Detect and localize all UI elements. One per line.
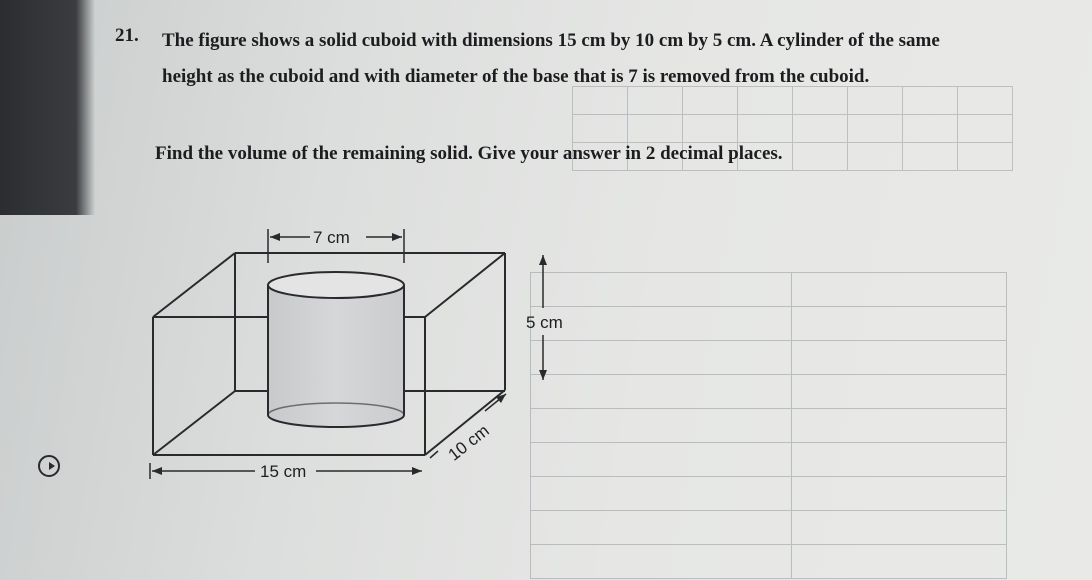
question-number: 21. [115,25,139,46]
length-label: 15 cm [260,462,307,481]
bullet-circle-icon [38,455,60,477]
cuboid-cylinder-figure [130,215,563,500]
show-through-table-bottom [530,272,1007,579]
question-text-line-1: The figure shows a solid cuboid with dimensions 15 cm by 10 cm by 5 cm. A cylinder of the same [162,30,940,51]
dark-page-edge [0,0,95,215]
depth-label: 10 cm [444,421,493,465]
question-text-line-2: height as the cuboid and with diameter of the base that is 7 is removed from the cuboid. [162,66,870,87]
question-instruction: Find the volume of the remaining solid. Give your answer in 2 decimal places. [155,143,783,164]
diameter-label: 7 cm [313,228,350,247]
height-label: 5 cm [526,313,563,332]
